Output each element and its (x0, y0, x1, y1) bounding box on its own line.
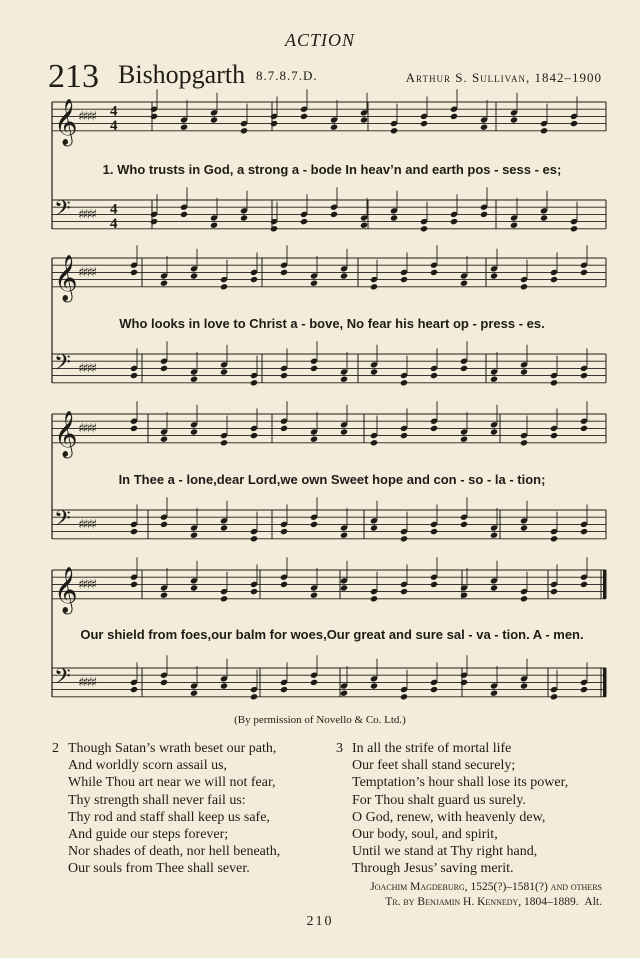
verse-line: 3 In all the strife of mortal life (336, 741, 512, 756)
note-head (490, 584, 498, 591)
note-head (430, 686, 438, 693)
note-head (370, 595, 378, 602)
note-head (190, 272, 198, 279)
note-head (220, 283, 228, 290)
final-bar-line (603, 570, 606, 599)
note-head (540, 214, 548, 221)
bass-clef-icon: 𝄢 (54, 196, 71, 227)
note-head (330, 124, 338, 131)
note-head (150, 218, 158, 225)
note-head (340, 584, 348, 591)
note-head (580, 372, 588, 379)
note-head (280, 372, 288, 379)
note-head (520, 439, 528, 446)
verse-line: Thy strength shall never fail us: (68, 792, 246, 808)
lyric-line-2: Who looks in love to Christ a - bove, No fear his heart op - press - es. (119, 316, 545, 331)
note-head (250, 379, 258, 386)
note-head (300, 113, 308, 120)
note-head (430, 528, 438, 535)
verse-line: Thy rod and staff shall keep us safe, (68, 809, 270, 825)
note-head (280, 528, 288, 535)
note-head (420, 120, 428, 127)
note-head (520, 283, 528, 290)
time-signature-icon: 4 (110, 201, 118, 218)
note-head (370, 682, 378, 689)
note-head (370, 368, 378, 375)
note-head (510, 116, 518, 123)
note-head (400, 588, 408, 595)
note-head (450, 218, 458, 225)
note-head (510, 222, 518, 229)
verse-line: Our feet shall stand securely; (352, 758, 516, 774)
note-head (360, 116, 368, 123)
note-head (490, 376, 498, 383)
verse-number: 2 (52, 741, 59, 756)
alteration-note: Alt. (584, 896, 602, 908)
note-head (250, 535, 258, 542)
note-head (390, 214, 398, 221)
note-head (250, 276, 258, 283)
note-head (160, 521, 168, 528)
note-head (130, 686, 138, 693)
key-signature-icon: ♯♯♯♯ (78, 265, 96, 281)
note-head (460, 592, 468, 599)
time-signature-icon: 4 (110, 103, 118, 120)
note-head (480, 124, 488, 131)
note-head (430, 425, 438, 432)
translator-credit: Tr. by Benjamin H. Kennedy, 1804–1889. Alt. (385, 896, 602, 908)
note-head (130, 581, 138, 588)
note-head (250, 693, 258, 700)
note-head (390, 127, 398, 134)
meter: 8.7.8.7.D. (256, 68, 318, 83)
key-signature-icon: ♯♯♯♯ (78, 517, 96, 533)
verse-line: Temptation’s hour shall lose its power, (352, 775, 569, 791)
note-head (220, 368, 228, 375)
note-head (580, 686, 588, 693)
note-head (130, 372, 138, 379)
note-head (160, 436, 168, 443)
verse-line: Until we stand at Thy right hand, (352, 844, 538, 860)
note-head (490, 690, 498, 697)
key-signature-icon: ♯♯♯♯ (78, 421, 96, 437)
verse-line: Nor shades of death, nor hell beneath, (68, 844, 281, 860)
note-head (340, 376, 348, 383)
note-head (580, 425, 588, 432)
verse-2 (52, 740, 280, 878)
note-head (130, 425, 138, 432)
bass-clef-icon: 𝄢 (54, 664, 71, 695)
verse-line: While Thou art near we will not fear, (68, 775, 276, 791)
note-head (520, 682, 528, 689)
note-head (250, 432, 258, 439)
bass-clef-icon: 𝄢 (54, 350, 71, 381)
note-head (220, 439, 228, 446)
page-number: 210 (306, 914, 334, 929)
composer: Arthur S. Sullivan, 1842–1900 (405, 70, 602, 85)
note-head (550, 535, 558, 542)
note-head (190, 690, 198, 697)
note-head (220, 595, 228, 602)
note-head (520, 595, 528, 602)
note-head (180, 124, 188, 131)
verse-3 (336, 740, 568, 878)
time-signature-icon: 4 (110, 117, 118, 134)
verse-line: For Thou shalt guard us surely. (352, 792, 526, 808)
note-head (300, 218, 308, 225)
verse-line: And guide our steps forever; (68, 826, 229, 842)
lyric-line-3: In Thee a - lone,dear Lord,we own Sweet hope and con - so - la - tion; (118, 472, 546, 487)
note-head (310, 521, 318, 528)
note-head (310, 280, 318, 287)
note-head (270, 120, 278, 127)
note-head (400, 693, 408, 700)
note-head (550, 276, 558, 283)
note-head (540, 127, 548, 134)
note-head (420, 225, 428, 232)
note-head (400, 379, 408, 386)
note-head (400, 535, 408, 542)
note-head (480, 211, 488, 218)
permission-note: (By permission of Novello & Co. Ltd.) (234, 714, 406, 726)
note-head (370, 439, 378, 446)
note-head (450, 113, 458, 120)
bass-clef-icon: 𝄢 (54, 506, 71, 537)
note-head (250, 588, 258, 595)
note-head (210, 116, 218, 123)
lyric-line-4: Our shield from foes,our balm for woes,Our great and sure sal - va - tion. A - men. (80, 627, 584, 642)
note-head (570, 120, 578, 127)
note-head (280, 581, 288, 588)
note-head (580, 269, 588, 276)
note-head (160, 592, 168, 599)
note-head (190, 584, 198, 591)
note-head (550, 693, 558, 700)
note-head (190, 532, 198, 539)
note-head (370, 524, 378, 531)
author-credit: Joachim Magdeburg, 1525(?)–1581(?) and others (370, 881, 602, 893)
note-head (190, 376, 198, 383)
attribution (370, 880, 602, 910)
hymn-number: 213 (48, 58, 99, 95)
treble-clef-icon: 𝄞 (54, 98, 78, 145)
time-signature-icon: 4 (110, 215, 118, 232)
verse-line: And worldly scorn assail us, (68, 758, 228, 774)
note-head (430, 269, 438, 276)
note-head (400, 276, 408, 283)
key-signature-icon: ♯♯♯♯ (78, 207, 96, 223)
note-head (150, 113, 158, 120)
note-head (160, 679, 168, 686)
note-head (400, 432, 408, 439)
note-head (310, 592, 318, 599)
note-head (460, 365, 468, 372)
note-head (190, 428, 198, 435)
lyric-line-1: 1. Who trusts in God, a strong a - bode In heav’n and earth pos - sess - es; (102, 162, 562, 177)
note-head (280, 269, 288, 276)
key-signature-icon: ♯♯♯♯ (78, 675, 96, 691)
note-head (220, 682, 228, 689)
note-head (430, 581, 438, 588)
key-signature-icon: ♯♯♯♯ (78, 577, 96, 593)
treble-clef-icon: 𝄞 (54, 566, 78, 613)
verse-line: Our body, soul, and spirit, (352, 826, 498, 842)
note-head (490, 532, 498, 539)
note-head (160, 365, 168, 372)
note-head (210, 222, 218, 229)
note-head (160, 280, 168, 287)
note-head (580, 528, 588, 535)
note-head (280, 686, 288, 693)
note-head (270, 225, 278, 232)
note-head (130, 528, 138, 535)
verse-line: Through Jesus’ saving merit. (352, 861, 514, 877)
note-head (310, 679, 318, 686)
verse-line: 2 Though Satan’s wrath beset our path, (52, 741, 277, 756)
note-head (520, 524, 528, 531)
note-head (460, 280, 468, 287)
key-signature-icon: ♯♯♯♯ (78, 109, 96, 125)
note-head (550, 379, 558, 386)
note-head (490, 428, 498, 435)
section-title: ACTION (284, 30, 355, 50)
note-head (550, 588, 558, 595)
note-head (240, 214, 248, 221)
tune-name: Bishopgarth (118, 60, 246, 89)
note-head (370, 283, 378, 290)
note-head (570, 225, 578, 232)
note-head (430, 372, 438, 379)
note-head (340, 428, 348, 435)
treble-clef-icon: 𝄞 (54, 410, 78, 457)
note-head (550, 432, 558, 439)
note-head (460, 436, 468, 443)
verse-line: Our souls from Thee shall sever. (68, 861, 250, 877)
note-head (360, 222, 368, 229)
note-head (310, 436, 318, 443)
note-head (340, 532, 348, 539)
note-head (330, 211, 338, 218)
note-head (220, 524, 228, 531)
note-head (130, 269, 138, 276)
note-head (580, 581, 588, 588)
note-head (520, 368, 528, 375)
note-head (460, 679, 468, 686)
verse-line: O God, renew, with heavenly dew, (352, 809, 546, 825)
note-head (240, 127, 248, 134)
note-head (280, 425, 288, 432)
verse-number: 3 (336, 741, 343, 756)
key-signature-icon: ♯♯♯♯ (78, 361, 96, 377)
note-head (310, 365, 318, 372)
treble-clef-icon: 𝄞 (54, 254, 78, 301)
note-head (490, 272, 498, 279)
note-head (460, 521, 468, 528)
note-head (340, 272, 348, 279)
note-head (180, 211, 188, 218)
final-bar-line (603, 668, 606, 697)
note-head (340, 690, 348, 697)
